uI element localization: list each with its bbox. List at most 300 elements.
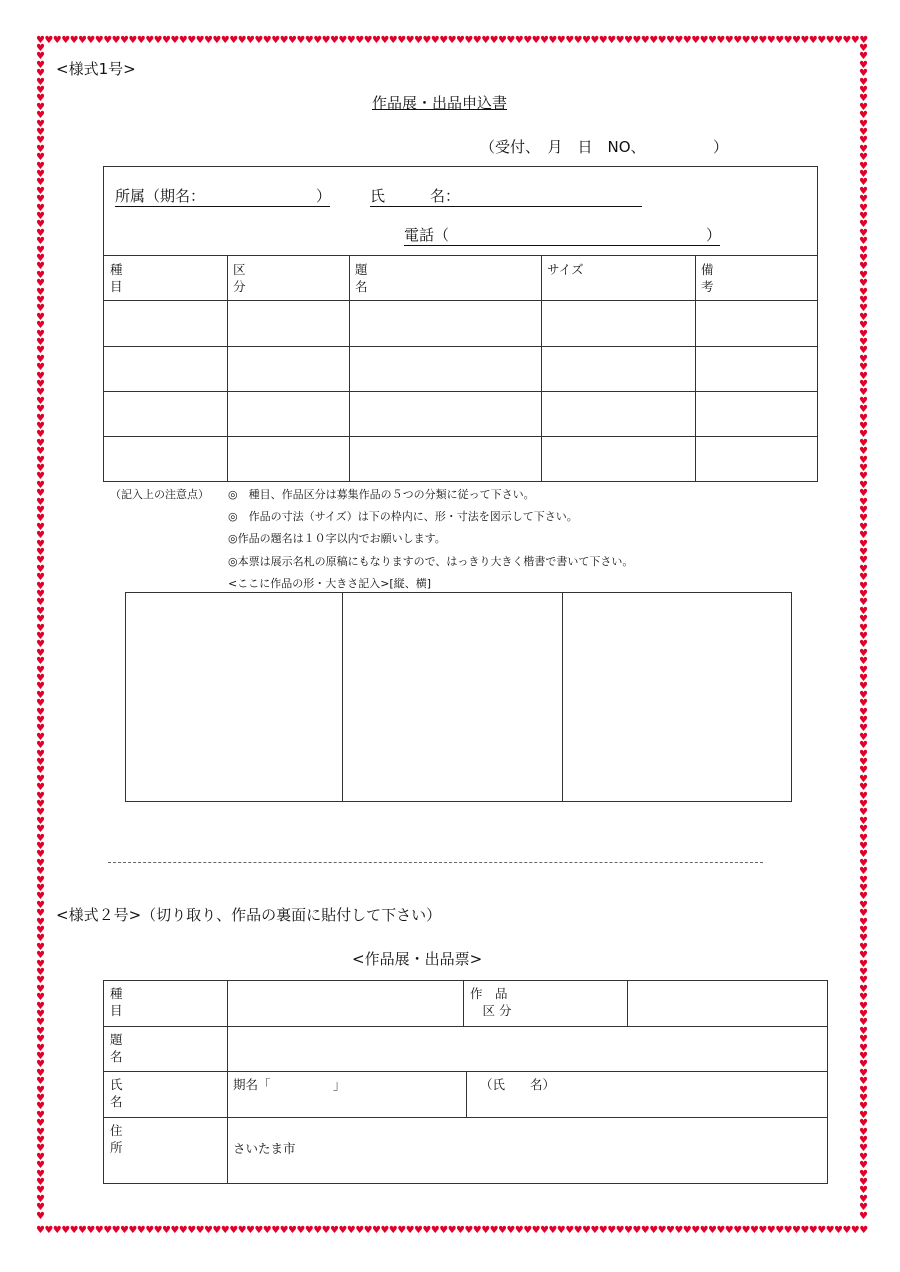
heart-icon: ♥	[859, 605, 868, 617]
heart-icon: ♥	[859, 614, 868, 626]
heart-icon: ♥	[859, 983, 868, 995]
heart-icon: ♥	[859, 488, 868, 500]
heart-icon: ♥	[330, 1225, 339, 1236]
heart-icon: ♥	[52, 35, 62, 46]
heart-icon: ♥	[220, 1225, 230, 1236]
heart-icon: ♥	[859, 85, 868, 96]
heart-icon: ♥	[859, 1143, 868, 1155]
heart-icon: ♥	[859, 177, 868, 189]
heart-icon: ♥	[414, 1225, 423, 1236]
heart-icon: ♥	[36, 1151, 45, 1163]
heart-icon: ♥	[36, 169, 45, 180]
heart-icon: ♥	[36, 76, 45, 88]
heart-icon: ♥	[514, 1225, 524, 1236]
heart-icon: ♥	[36, 454, 45, 466]
heart-icon: ♥	[582, 1225, 591, 1236]
heart-icon: ♥	[481, 1225, 491, 1236]
heart-icon: ♥	[36, 211, 45, 222]
heart-icon: ♥	[36, 647, 45, 659]
heart-icon: ♥	[36, 1009, 45, 1020]
heart-icon: ♥	[859, 563, 868, 575]
heart-icon: ♥	[859, 631, 868, 642]
heart-icon: ♥	[36, 1210, 45, 1222]
heart-icon: ♥	[859, 1101, 868, 1113]
heart-icon: ♥	[859, 572, 868, 584]
heart-icon: ♥	[531, 35, 541, 46]
heart-icon: ♥	[859, 1160, 868, 1172]
heart-icon: ♥	[859, 883, 868, 894]
heart-icon: ♥	[859, 874, 868, 886]
name-underline[interactable]	[370, 206, 642, 207]
table-divider	[103, 300, 818, 301]
heart-icon: ♥	[859, 807, 868, 819]
heart-icon: ♥	[355, 35, 365, 46]
heart-icon: ♥	[136, 1225, 146, 1236]
heart-icon: ♥	[69, 35, 79, 46]
affiliation-underline	[115, 206, 330, 207]
heart-icon: ♥	[691, 1225, 701, 1236]
heart-icon: ♥	[36, 446, 45, 458]
form1-title: 作品展・出品申込書	[372, 94, 508, 112]
heart-icon: ♥	[481, 35, 491, 46]
heart-icon: ♥	[36, 521, 45, 533]
table-divider	[695, 255, 696, 482]
heart-icon: ♥	[36, 101, 45, 113]
heart-icon: ♥	[498, 35, 507, 46]
heart-icon: ♥	[36, 773, 45, 785]
heart-icon: ♥	[111, 35, 121, 46]
heart-icon: ♥	[36, 639, 45, 651]
heart-icon: ♥	[36, 437, 45, 449]
heart-icon: ♥	[36, 1193, 45, 1205]
heart-icon: ♥	[859, 1009, 868, 1020]
table-divider	[466, 1071, 467, 1117]
heart-icon: ♥	[36, 958, 45, 970]
heart-icon: ♥	[36, 127, 45, 138]
heart-icon: ♥	[859, 395, 868, 407]
heart-icon: ♥	[859, 446, 868, 458]
heart-icon: ♥	[195, 1225, 205, 1236]
heart-icon: ♥	[94, 1225, 104, 1236]
heart-icon: ♥	[859, 185, 868, 197]
heart-icon: ♥	[128, 1225, 138, 1236]
heart-icon: ♥	[859, 454, 868, 466]
heart-icon: ♥	[363, 35, 373, 46]
heart-icon: ♥	[330, 35, 339, 46]
heart-icon: ♥	[766, 35, 776, 46]
heart-icon: ♥	[817, 35, 827, 46]
heart-icon: ♥	[36, 345, 45, 357]
heart-icon: ♥	[414, 35, 423, 46]
heart-icon: ♥	[859, 647, 868, 659]
heart-icon: ♥	[36, 925, 45, 936]
heart-icon: ♥	[36, 967, 45, 978]
heart-icon: ♥	[531, 1225, 541, 1236]
heart-icon: ♥	[859, 891, 868, 903]
heart-icon: ♥	[859, 1042, 868, 1054]
heart-icon: ♥	[36, 488, 45, 500]
ticket-name-label: 氏 名	[110, 1077, 123, 1109]
heart-icon: ♥	[859, 530, 868, 542]
heart-icon: ♥	[262, 1225, 272, 1236]
heart-icon: ♥	[36, 404, 45, 416]
heart-icon: ♥	[792, 1225, 801, 1236]
heart-icon: ♥	[859, 1059, 868, 1071]
heart-icon: ♥	[598, 35, 608, 46]
heart-icon: ♥	[859, 908, 868, 920]
heart-icon: ♥	[36, 185, 45, 197]
heart-icon: ♥	[36, 1000, 45, 1012]
heart-icon: ♥	[666, 35, 675, 46]
heart-icon: ♥	[456, 35, 465, 46]
heart-icon: ♥	[649, 1225, 659, 1236]
heart-icon: ♥	[859, 101, 868, 113]
heart-icon: ♥	[859, 757, 868, 768]
heart-icon: ♥	[372, 35, 381, 46]
phone-underline[interactable]	[404, 245, 720, 246]
heart-icon: ♥	[36, 35, 45, 46]
heart-icon: ♥	[69, 1225, 79, 1236]
heart-icon: ♥	[36, 555, 45, 567]
heart-icon: ♥	[36, 379, 45, 390]
heart-icon: ♥	[859, 362, 868, 374]
heart-icon: ♥	[36, 1168, 45, 1180]
heart-icon: ♥	[708, 1225, 717, 1236]
heart-icon: ♥	[36, 563, 45, 575]
heart-icon: ♥	[313, 1225, 323, 1236]
heart-icon: ♥	[254, 1225, 264, 1236]
heart-icon: ♥	[859, 664, 868, 676]
heart-icon: ♥	[36, 631, 45, 642]
heart-icon: ♥	[590, 1225, 600, 1236]
heart-icon: ♥	[36, 1109, 45, 1121]
ticket-type-label: 種 目	[110, 986, 123, 1018]
heart-icon: ♥	[36, 1025, 45, 1037]
ticket-fullname-field[interactable]: （氏 名）	[480, 1077, 556, 1092]
heart-icon: ♥	[36, 1135, 45, 1146]
heart-icon: ♥	[405, 1225, 415, 1236]
heart-icon: ♥	[682, 35, 692, 46]
heart-icon: ♥	[246, 1225, 255, 1236]
table-divider	[342, 592, 343, 802]
heart-icon: ♥	[220, 35, 230, 46]
table-divider	[103, 346, 818, 347]
heart-icon: ♥	[783, 35, 793, 46]
heart-icon: ♥	[859, 933, 868, 945]
heart-icon: ♥	[36, 782, 45, 794]
heart-icon: ♥	[850, 35, 860, 46]
ticket-term-field[interactable]: 期名「 」	[233, 1077, 346, 1092]
heart-icon: ♥	[36, 311, 45, 323]
heart-icon: ♥	[859, 387, 868, 399]
heart-icon: ♥	[859, 1135, 868, 1146]
heart-icon: ♥	[52, 1225, 62, 1236]
heart-icon: ♥	[36, 236, 45, 248]
heart-icon: ♥	[296, 1225, 306, 1236]
heart-icon: ♥	[120, 35, 129, 46]
heart-icon: ♥	[338, 35, 348, 46]
heart-icon: ♥	[859, 1118, 868, 1130]
heart-icon: ♥	[36, 68, 45, 80]
heart-icon: ♥	[271, 35, 281, 46]
heart-icon: ♥	[464, 35, 474, 46]
heart-icon: ♥	[36, 1059, 45, 1071]
heart-icon: ♥	[859, 715, 868, 726]
heart-icon: ♥	[859, 958, 868, 970]
heart-icon: ♥	[842, 35, 852, 46]
heart-icon: ♥	[153, 35, 163, 46]
heart-icon: ♥	[380, 35, 390, 46]
table-divider	[227, 980, 228, 1184]
heart-icon: ♥	[36, 269, 45, 281]
heart-icon: ♥	[859, 1017, 868, 1029]
heart-icon: ♥	[187, 35, 197, 46]
heart-icon: ♥	[859, 110, 868, 122]
heart-icon: ♥	[36, 874, 45, 886]
heart-icon: ♥	[36, 362, 45, 374]
heart-icon: ♥	[36, 202, 45, 214]
heart-icon: ♥	[598, 1225, 608, 1236]
heart-icon: ♥	[859, 1151, 868, 1163]
heart-icon: ♥	[859, 1093, 868, 1104]
affiliation-close: ）	[316, 187, 332, 205]
reception-line: （受付、 月 日 NO、 ）	[480, 138, 729, 156]
heart-icon: ♥	[859, 790, 868, 802]
heart-icon: ♥	[859, 1076, 868, 1088]
table-divider	[627, 980, 628, 1026]
heart-icon: ♥	[834, 1225, 843, 1236]
heart-icon: ♥	[859, 59, 868, 71]
heart-icon: ♥	[422, 35, 432, 46]
heart-icon: ♥	[36, 530, 45, 542]
heart-icon: ♥	[674, 1225, 684, 1236]
heart-icon: ♥	[842, 1225, 852, 1236]
heart-icon: ♥	[288, 35, 297, 46]
heart-icon: ♥	[422, 1225, 432, 1236]
heart-icon: ♥	[313, 35, 323, 46]
table-divider	[103, 391, 818, 392]
heart-icon: ♥	[36, 992, 45, 1004]
heart-icon: ♥	[246, 35, 255, 46]
heart-icon: ♥	[36, 51, 45, 63]
heart-icon: ♥	[36, 950, 45, 962]
heart-icon: ♥	[859, 673, 868, 684]
heart-icon: ♥	[36, 93, 45, 105]
heart-icon: ♥	[36, 143, 45, 155]
heart-icon: ♥	[859, 782, 868, 794]
heart-icon: ♥	[859, 43, 868, 54]
heart-icon: ♥	[36, 278, 45, 290]
heart-icon: ♥	[94, 35, 104, 46]
application-table	[103, 166, 818, 482]
heart-icon: ♥	[380, 1225, 390, 1236]
heart-icon: ♥	[36, 849, 45, 861]
heart-icon: ♥	[36, 597, 45, 609]
heart-icon: ♥	[699, 35, 709, 46]
heart-icon: ♥	[430, 1225, 440, 1236]
heart-icon: ♥	[36, 731, 45, 743]
heart-icon: ♥	[859, 496, 868, 508]
heart-icon: ♥	[859, 941, 868, 953]
heart-icon: ♥	[430, 35, 440, 46]
heart-icon: ♥	[859, 286, 868, 298]
heart-icon: ♥	[859, 689, 868, 701]
drawing-area[interactable]	[125, 592, 792, 802]
note-item: ◎ 種目、作品区分は募集作品の５つの分類に従って下さい。	[228, 488, 535, 501]
heart-icon: ♥	[859, 849, 868, 861]
heart-icon: ♥	[36, 1177, 45, 1188]
heart-icon: ♥	[36, 824, 45, 836]
heart-icon: ♥	[187, 1225, 197, 1236]
heart-icon: ♥	[582, 35, 591, 46]
heart-icon: ♥	[36, 580, 45, 592]
form2-label: <様式２号>（切り取り、作品の裏面に貼付して下さい）	[56, 906, 442, 924]
heart-icon: ♥	[78, 35, 87, 46]
heart-icon: ♥	[859, 1210, 868, 1222]
heart-icon: ♥	[472, 35, 482, 46]
heart-icon: ♥	[36, 832, 45, 844]
heart-icon: ♥	[36, 1093, 45, 1104]
heart-icon: ♥	[36, 689, 45, 701]
heart-icon: ♥	[523, 1225, 533, 1236]
heart-icon: ♥	[36, 799, 45, 810]
heart-icon: ♥	[36, 244, 45, 256]
heart-icon: ♥	[859, 1202, 868, 1214]
heart-icon: ♥	[859, 857, 868, 869]
heart-icon: ♥	[523, 35, 533, 46]
heart-icon: ♥	[304, 35, 314, 46]
heart-icon: ♥	[859, 622, 868, 634]
heart-icon: ♥	[279, 1225, 289, 1236]
heart-icon: ♥	[859, 261, 868, 273]
heart-icon: ♥	[859, 521, 868, 533]
heart-icon: ♥	[817, 1225, 827, 1236]
note-item: ◎作品の題名は１０字以内でお願いします。	[228, 532, 446, 545]
heart-icon: ♥	[859, 589, 868, 600]
heart-icon: ♥	[859, 656, 868, 668]
heart-icon: ♥	[624, 1225, 633, 1236]
table-divider	[463, 980, 464, 1026]
heart-icon: ♥	[439, 1225, 449, 1236]
heart-icon: ♥	[271, 1225, 281, 1236]
heart-icon: ♥	[36, 1034, 45, 1046]
heart-icon: ♥	[36, 118, 45, 130]
note-item: ◎本票は展示名札の原稿にもなりますので、はっきり大きく楷書で書いて下さい。	[228, 555, 634, 568]
heart-icon: ♥	[36, 160, 45, 172]
heart-icon: ♥	[162, 35, 171, 46]
heart-icon: ♥	[859, 639, 868, 651]
heart-icon: ♥	[36, 479, 45, 491]
heart-icon: ♥	[36, 1202, 45, 1214]
heart-icon: ♥	[212, 1225, 222, 1236]
heart-icon: ♥	[36, 941, 45, 953]
heart-icon: ♥	[321, 1225, 331, 1236]
heart-icon: ♥	[859, 135, 868, 147]
heart-icon: ♥	[640, 35, 650, 46]
heart-icon: ♥	[825, 1225, 835, 1236]
heart-icon: ♥	[204, 1225, 213, 1236]
heart-icon: ♥	[859, 1225, 869, 1236]
heart-icon: ♥	[178, 35, 188, 46]
heart-icon: ♥	[859, 1168, 868, 1180]
heart-icon: ♥	[859, 303, 868, 315]
heart-icon: ♥	[859, 1025, 868, 1037]
heart-icon: ♥	[36, 614, 45, 626]
heart-icon: ♥	[859, 597, 868, 609]
heart-icon: ♥	[36, 1185, 45, 1197]
heart-icon: ♥	[36, 681, 45, 693]
heart-icon: ♥	[36, 303, 45, 315]
heart-icon: ♥	[775, 35, 785, 46]
heart-icon: ♥	[36, 723, 45, 735]
heart-icon: ♥	[859, 748, 868, 760]
heart-icon: ♥	[691, 35, 701, 46]
heart-icon: ♥	[859, 202, 868, 214]
heart-icon: ♥	[36, 740, 45, 752]
heart-icon: ♥	[859, 219, 868, 231]
heart-icon: ♥	[859, 328, 868, 340]
heart-icon: ♥	[624, 35, 633, 46]
table-divider	[562, 592, 563, 802]
column-header-size: サイズ	[547, 262, 584, 277]
form1-label: <様式1号>	[56, 60, 136, 78]
heart-icon: ♥	[859, 51, 868, 63]
heart-icon: ♥	[590, 35, 600, 46]
column-header-type: 種 目	[110, 262, 123, 294]
heart-icon: ♥	[699, 1225, 709, 1236]
heart-icon: ♥	[859, 975, 868, 987]
ticket-address-value[interactable]: さいたま市	[233, 1141, 296, 1156]
heart-icon: ♥	[766, 1225, 776, 1236]
heart-icon: ♥	[36, 1225, 45, 1236]
heart-icon: ♥	[724, 35, 734, 46]
cut-line	[108, 862, 763, 863]
notes-label: （記入上の注意点）	[110, 488, 209, 501]
heart-icon: ♥	[36, 899, 45, 911]
heart-icon: ♥	[489, 1225, 499, 1236]
heart-icon: ♥	[36, 513, 45, 525]
heart-icon: ♥	[44, 1225, 54, 1236]
heart-icon: ♥	[36, 1101, 45, 1113]
heart-icon: ♥	[120, 1225, 129, 1236]
heart-icon: ♥	[792, 35, 801, 46]
heart-icon: ♥	[649, 35, 659, 46]
heart-icon: ♥	[36, 227, 45, 239]
heart-icon: ♥	[859, 505, 868, 516]
heart-icon: ♥	[36, 605, 45, 617]
heart-icon: ♥	[338, 1225, 348, 1236]
heart-icon: ♥	[859, 967, 868, 978]
heart-icon: ♥	[733, 35, 743, 46]
heart-icon: ♥	[565, 1225, 575, 1236]
heart-icon: ♥	[212, 35, 222, 46]
heart-icon: ♥	[498, 1225, 507, 1236]
heart-icon: ♥	[44, 35, 54, 46]
heart-icon: ♥	[447, 35, 457, 46]
heart-icon: ♥	[397, 35, 407, 46]
heart-icon: ♥	[859, 731, 868, 743]
heart-icon: ♥	[540, 1225, 549, 1236]
heart-icon: ♥	[859, 143, 868, 155]
heart-icon: ♥	[741, 1225, 751, 1236]
heart-icon: ♥	[36, 337, 45, 348]
heart-icon: ♥	[859, 404, 868, 416]
heart-icon: ♥	[859, 244, 868, 256]
heart-icon: ♥	[136, 35, 146, 46]
heart-icon: ♥	[78, 1225, 87, 1236]
form2-title: <作品展・出品票>	[352, 950, 483, 968]
column-header-title: 題 名	[355, 262, 368, 294]
